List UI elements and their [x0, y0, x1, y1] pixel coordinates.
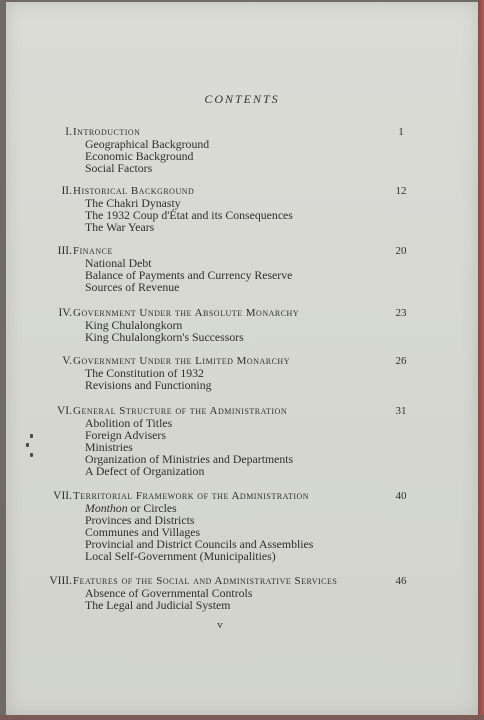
chapter-heading: Historical Background: [73, 185, 195, 197]
chapter-page: 26: [395, 355, 407, 367]
chapter-page: 40: [395, 490, 407, 502]
section-list: [85, 417, 293, 477]
section-item: Sources of Revenue: [85, 280, 180, 295]
chapter-page: 46: [395, 575, 407, 587]
section-item: Absence of Governmental Controls: [85, 586, 253, 600]
chapter-heading: Finance: [73, 245, 113, 257]
section-item: Local Self-Government (Municipalities): [85, 549, 276, 564]
section-item: Social Factors: [85, 161, 153, 176]
section-list: [85, 319, 244, 343]
chapter-heading: Government Under the Absolute Monarchy: [73, 307, 300, 319]
section-list: [85, 367, 212, 391]
ink-speck: [30, 434, 33, 438]
chapter-number: VIII.: [49, 575, 72, 587]
book-cover-edge: [478, 0, 484, 720]
chapter-heading: Introduction: [73, 126, 141, 138]
section-item: Economic Background: [85, 149, 194, 164]
chapter-heading: Features of the Social and Administrative Services: [73, 575, 338, 587]
section-item: Monthon or Circles: [85, 501, 177, 515]
book-bottom-edge: [0, 715, 484, 720]
chapter-number: III.: [57, 245, 72, 257]
section-item: Communes and Villages: [85, 525, 201, 540]
section-list: [85, 502, 313, 562]
ink-speck: [26, 443, 29, 447]
section-item: Geographical Background: [85, 137, 210, 151]
chapter-page: 23: [395, 307, 407, 319]
ink-speck: [30, 453, 33, 457]
chapter-number: I.: [65, 126, 72, 138]
section-item: Organization of Ministries and Departments: [85, 452, 294, 467]
section-item: Foreign Advisers: [85, 428, 166, 443]
section-item: The Constitution of 1932: [85, 366, 204, 380]
section-item: Abolition of Titles: [85, 416, 173, 430]
section-item: The Legal and Judicial System: [85, 598, 231, 613]
page-folio: v: [217, 619, 223, 631]
section-item: King Chulalongkorn's Successors: [85, 330, 244, 345]
chapter-heading: Government Under the Limited Monarchy: [73, 355, 290, 367]
chapter-heading: General Structure of the Administration: [73, 405, 288, 417]
section-item: Ministries: [85, 440, 133, 455]
chapter-page: 31: [395, 405, 407, 417]
chapter-number: V.: [62, 355, 72, 367]
section-item: The 1932 Coup d'État and its Consequences: [85, 208, 293, 223]
section-list: [85, 138, 209, 174]
section-item: Balance of Payments and Currency Reserve: [85, 268, 293, 283]
chapter-number: VI.: [56, 405, 72, 417]
chapter-number: II.: [61, 185, 72, 197]
chapter-page: 20: [395, 245, 407, 257]
section-item: Revisions and Functioning: [85, 378, 212, 393]
chapter-number: VII.: [53, 490, 72, 502]
section-item: The Chakri Dynasty: [85, 196, 181, 210]
section-list: [85, 197, 293, 233]
section-item: Provinces and Districts: [85, 513, 195, 528]
page-title: CONTENTS: [204, 92, 280, 106]
section-item: The War Years: [85, 220, 155, 235]
section-item: National Debt: [85, 256, 152, 270]
chapter-page: 1: [398, 126, 404, 138]
chapter-heading: Territorial Framework of the Administration: [73, 490, 310, 502]
book-page: [6, 2, 478, 716]
section-list: [85, 587, 252, 611]
chapter-number: IV.: [58, 307, 72, 319]
section-list: [85, 257, 292, 293]
chapter-page: 12: [395, 185, 407, 197]
section-item-italic-term: Monthon: [85, 501, 128, 515]
section-item: King Chulalongkorn: [85, 318, 183, 332]
section-item: Provincial and District Councils and Assemblies: [85, 537, 314, 552]
section-item: A Defect of Organization: [85, 464, 205, 479]
